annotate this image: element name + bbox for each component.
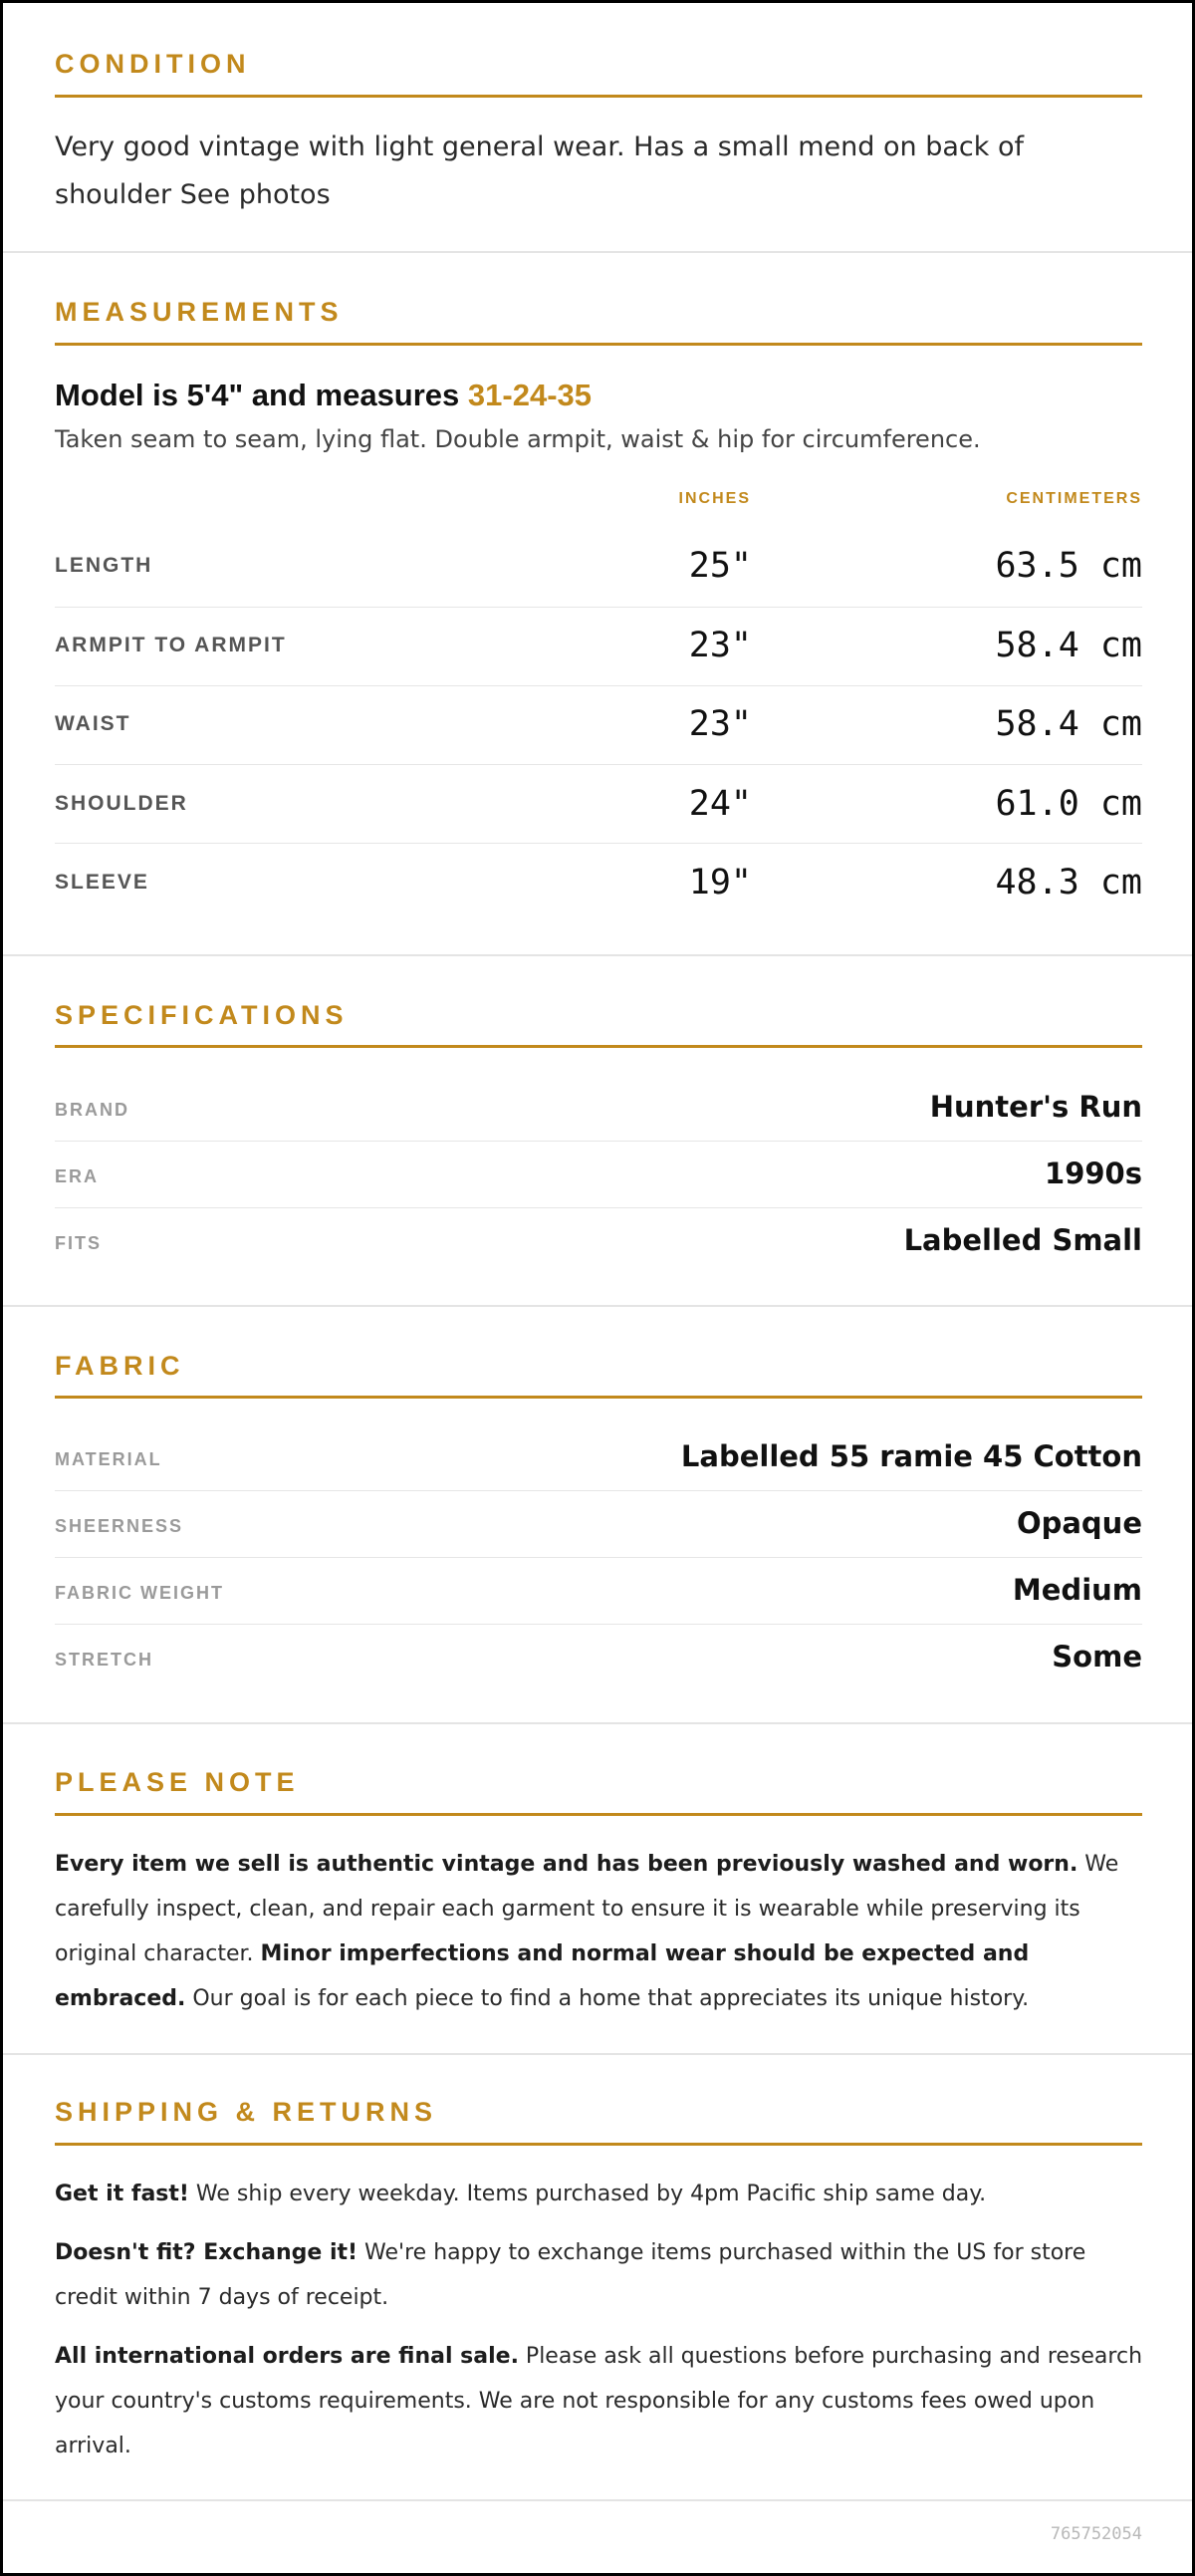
shipping-bold-1: Get it fast! bbox=[55, 2182, 189, 2206]
measurement-inches: 23" bbox=[688, 704, 752, 744]
measurement-label: SLEEVE bbox=[55, 871, 149, 894]
measurement-cm: 58.4 cm bbox=[995, 626, 1142, 665]
row-divider bbox=[55, 1207, 1142, 1208]
fabric-label: SHEERNESS bbox=[55, 1516, 184, 1536]
row-divider bbox=[55, 1624, 1142, 1625]
fabric-row-material bbox=[55, 1425, 1142, 1492]
condition-heading: CONDITION bbox=[55, 49, 251, 79]
fabric-label: MATERIAL bbox=[55, 1449, 162, 1469]
shipping-text-2: We're happy to exchange items purchased within the US for store credit within 7 days of receipt. bbox=[55, 2240, 1086, 2310]
fabric-heading: FABRIC bbox=[55, 1351, 185, 1381]
shipping-text-3: Please ask all questions before purchasing and research your country's customs requirements. We are not responsible for any customs fees owed upon arrival. bbox=[55, 2344, 1143, 2458]
shipping-paragraph-3 bbox=[55, 2334, 1142, 2468]
column-header-inches: INCHES bbox=[678, 490, 751, 507]
row-divider bbox=[55, 1141, 1142, 1142]
spec-value: Hunter's Run bbox=[929, 1090, 1142, 1124]
measurement-cm: 61.0 cm bbox=[995, 784, 1142, 824]
measurement-inches: 24" bbox=[688, 784, 752, 824]
measurement-inches: 23" bbox=[688, 626, 752, 665]
specifications-heading: SPECIFICATIONS bbox=[55, 1000, 349, 1030]
spec-label: ERA bbox=[55, 1166, 100, 1186]
model-info bbox=[55, 378, 592, 413]
section-divider bbox=[3, 251, 1192, 253]
measurement-cm: 58.4 cm bbox=[995, 704, 1142, 744]
spec-row-fits bbox=[55, 1209, 1142, 1276]
model-prefix: Model is 5'4" and measures bbox=[55, 378, 468, 412]
section-divider bbox=[3, 954, 1192, 956]
measurement-inches: 25" bbox=[688, 546, 752, 586]
note-bold-2: Minor imperfections and normal wear should be expected and embraced. bbox=[55, 1941, 1030, 2011]
fabric-label: STRETCH bbox=[55, 1650, 153, 1670]
fabric-label: FABRIC WEIGHT bbox=[55, 1583, 224, 1603]
measurement-label: ARMPIT TO ARMPIT bbox=[55, 634, 287, 656]
measurement-cm: 48.3 cm bbox=[995, 863, 1142, 902]
fabric-row-sheerness bbox=[55, 1492, 1142, 1559]
measurements-subtitle: Taken seam to seam, lying flat. Double armpit, waist & hip for circumference. bbox=[55, 425, 981, 453]
fabric-row-weight bbox=[55, 1559, 1142, 1626]
fabric-value: Medium bbox=[1012, 1573, 1142, 1607]
fabric-rule bbox=[55, 1396, 1142, 1399]
spec-row-era bbox=[55, 1143, 1142, 1209]
note-text-1: We carefully inspect, clean, and repair each garment to ensure it is wearable while preserving its original character. bbox=[55, 1852, 1119, 1966]
condition-text: Very good vintage with light general wear. Has a small mend on back of shoulder See photos bbox=[55, 131, 1024, 210]
measurement-row-waist bbox=[55, 686, 1142, 766]
specifications-rule bbox=[55, 1045, 1142, 1048]
row-divider bbox=[55, 1490, 1142, 1491]
row-divider bbox=[55, 764, 1142, 765]
shipping-paragraph-1 bbox=[55, 2172, 1142, 2216]
spec-label: BRAND bbox=[55, 1100, 129, 1120]
measurement-label: WAIST bbox=[55, 712, 131, 735]
measurement-row-length bbox=[55, 528, 1142, 608]
measurement-row-sleeve bbox=[55, 845, 1142, 924]
fabric-value: Labelled 55 ramie 45 Cotton bbox=[680, 1439, 1142, 1473]
measurement-label: LENGTH bbox=[55, 554, 153, 577]
please-note-rule bbox=[55, 1813, 1142, 1816]
spec-value: 1990s bbox=[1045, 1157, 1142, 1190]
note-text-2: Our goal is for each piece to find a home that appreciates its unique history. bbox=[185, 1986, 1030, 2011]
measurements-heading: MEASUREMENTS bbox=[55, 297, 344, 327]
note-bold-1: Every item we sell is authentic vintage and has been previously washed and worn. bbox=[55, 1852, 1078, 1877]
section-divider bbox=[3, 1722, 1192, 1724]
product-id: 765752054 bbox=[1050, 2524, 1142, 2544]
spec-row-brand bbox=[55, 1076, 1142, 1143]
shipping-bold-3: All international orders are final sale. bbox=[55, 2344, 519, 2369]
please-note-heading: PLEASE NOTE bbox=[55, 1767, 300, 1797]
measurement-label: SHOULDER bbox=[55, 792, 188, 815]
shipping-bold-2: Doesn't fit? Exchange it! bbox=[55, 2240, 358, 2265]
row-divider bbox=[55, 843, 1142, 844]
shipping-heading: SHIPPING & RETURNS bbox=[55, 2097, 438, 2127]
measurement-cm: 63.5 cm bbox=[995, 546, 1142, 586]
product-details-panel bbox=[3, 3, 1192, 2573]
measurement-row-shoulder bbox=[55, 766, 1142, 846]
section-divider bbox=[3, 1305, 1192, 1307]
shipping-paragraph-2 bbox=[55, 2230, 1142, 2320]
spec-label: FITS bbox=[55, 1233, 102, 1253]
fabric-row-stretch bbox=[55, 1626, 1142, 1692]
measurements-rule bbox=[55, 343, 1142, 346]
shipping-text-1: We ship every weekday. Items purchased by 4pm Pacific ship same day. bbox=[188, 2182, 987, 2206]
section-divider bbox=[3, 2053, 1192, 2055]
fabric-value: Opaque bbox=[1016, 1506, 1142, 1540]
measurement-row-armpit bbox=[55, 608, 1142, 687]
fabric-value: Some bbox=[1052, 1640, 1142, 1674]
measurement-inches: 19" bbox=[688, 863, 752, 902]
section-divider bbox=[3, 2499, 1192, 2501]
condition-rule bbox=[55, 95, 1142, 98]
shipping-rule bbox=[55, 2143, 1142, 2146]
spec-value: Labelled Small bbox=[903, 1223, 1142, 1257]
please-note-text bbox=[55, 1842, 1142, 2021]
model-measures: 31-24-35 bbox=[467, 378, 592, 412]
row-divider bbox=[55, 1557, 1142, 1558]
column-header-centimeters: CENTIMETERS bbox=[1006, 490, 1142, 507]
